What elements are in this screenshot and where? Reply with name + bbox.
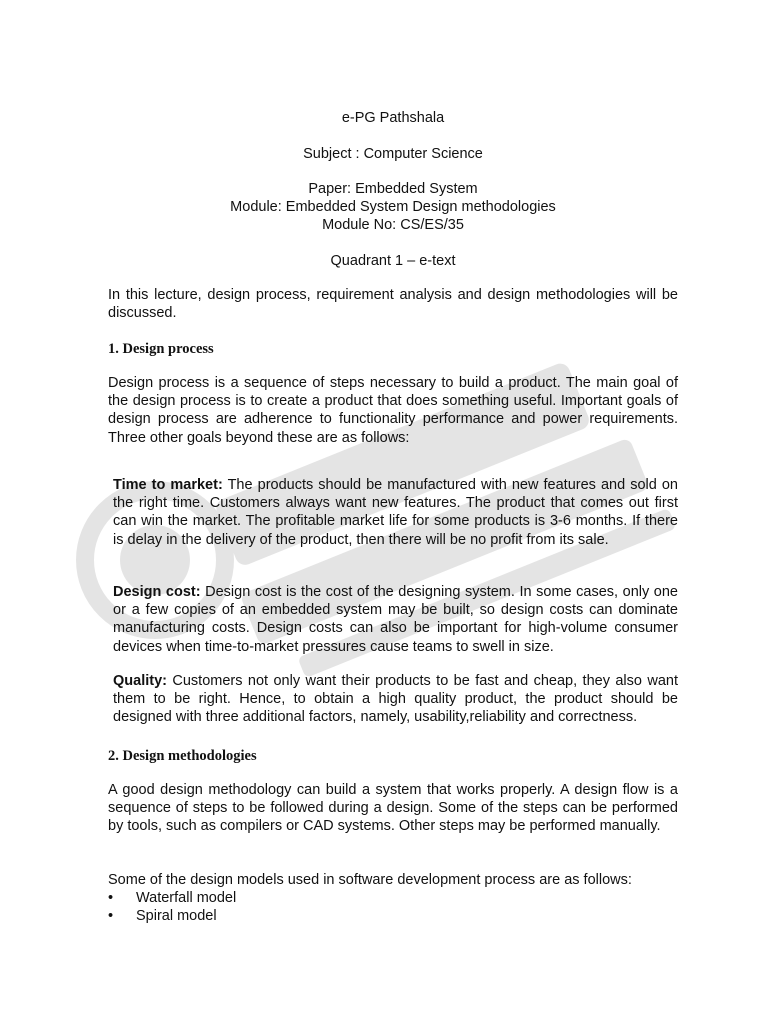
bullet-glyph: • [108,890,114,906]
goal-term: Quality: [113,673,167,689]
models-intro: Some of the design models used in software development process are as follows: [108,872,632,888]
intro-paragraph: In this lecture, design process, requirement analysis and design methodologies will be discussed. [108,287,678,322]
header-line: e-PG Pathshala [341,110,445,126]
paper-line: Paper: Embedded System [308,181,478,197]
module-line: Module: Embedded System Design methodologies [230,199,556,215]
section-heading-design-process: 1. Design process [108,341,214,357]
bullet-glyph: • [108,908,114,925]
quadrant-line: Quadrant 1 – e-text [330,253,456,269]
goal-quality [113,672,678,727]
goal-time-to-market [113,476,678,549]
module-no-line: Module No: CS/ES/35 [322,217,464,233]
models-list [108,889,236,925]
goal-term: Time to market: [113,477,223,493]
design-process-paragraph: Design process is a sequence of steps necessary to build a product. The main goal of the design process is to create a product that does something useful. Important goals of design process are adherence to functionality performance and power requirements. Three other goals beyond these are as follows: [108,375,678,446]
model-name: Waterfall model [136,890,237,906]
model-name: Spiral model [136,908,217,925]
list-item [108,907,236,925]
list-item [108,889,236,907]
goal-term: Design cost: [113,584,201,600]
goal-text: Customers not only want their products to be fast and cheap, they also want them to be right. Hence, to obtain a high quality product, the product should be designed with three additional factors, namely, usability,reliability and correctness. [113,673,678,726]
goal-design-cost [113,583,678,656]
goal-text: Design cost is the cost of the designing system. In some cases, only one or a few copies of an embedded system may be built, so design costs can dominate manufacturing costs. Design costs can also be important for high-volume consumer devices when time-to-market pressures cause teams to swell in size. [113,584,678,655]
design-methodologies-paragraph: A good design methodology can build a system that works properly. A design flow is a sequence of steps to be followed during a design. Some of the steps can be performed by tools, such as compilers or CAD systems. Other steps may be performed manually. [108,782,678,835]
subject-line: Subject : Computer Science [303,146,483,162]
section-heading-design-methodologies: 2. Design methodologies [108,748,257,764]
goal-text: The products should be manufactured with new features and sold on the right time. Customers always want new features. The product that comes out first can win the market. The profitable market life for some products is 3-6 months. If there is delay in the delivery of the product, then there will be no profit from its sale. [113,477,678,548]
